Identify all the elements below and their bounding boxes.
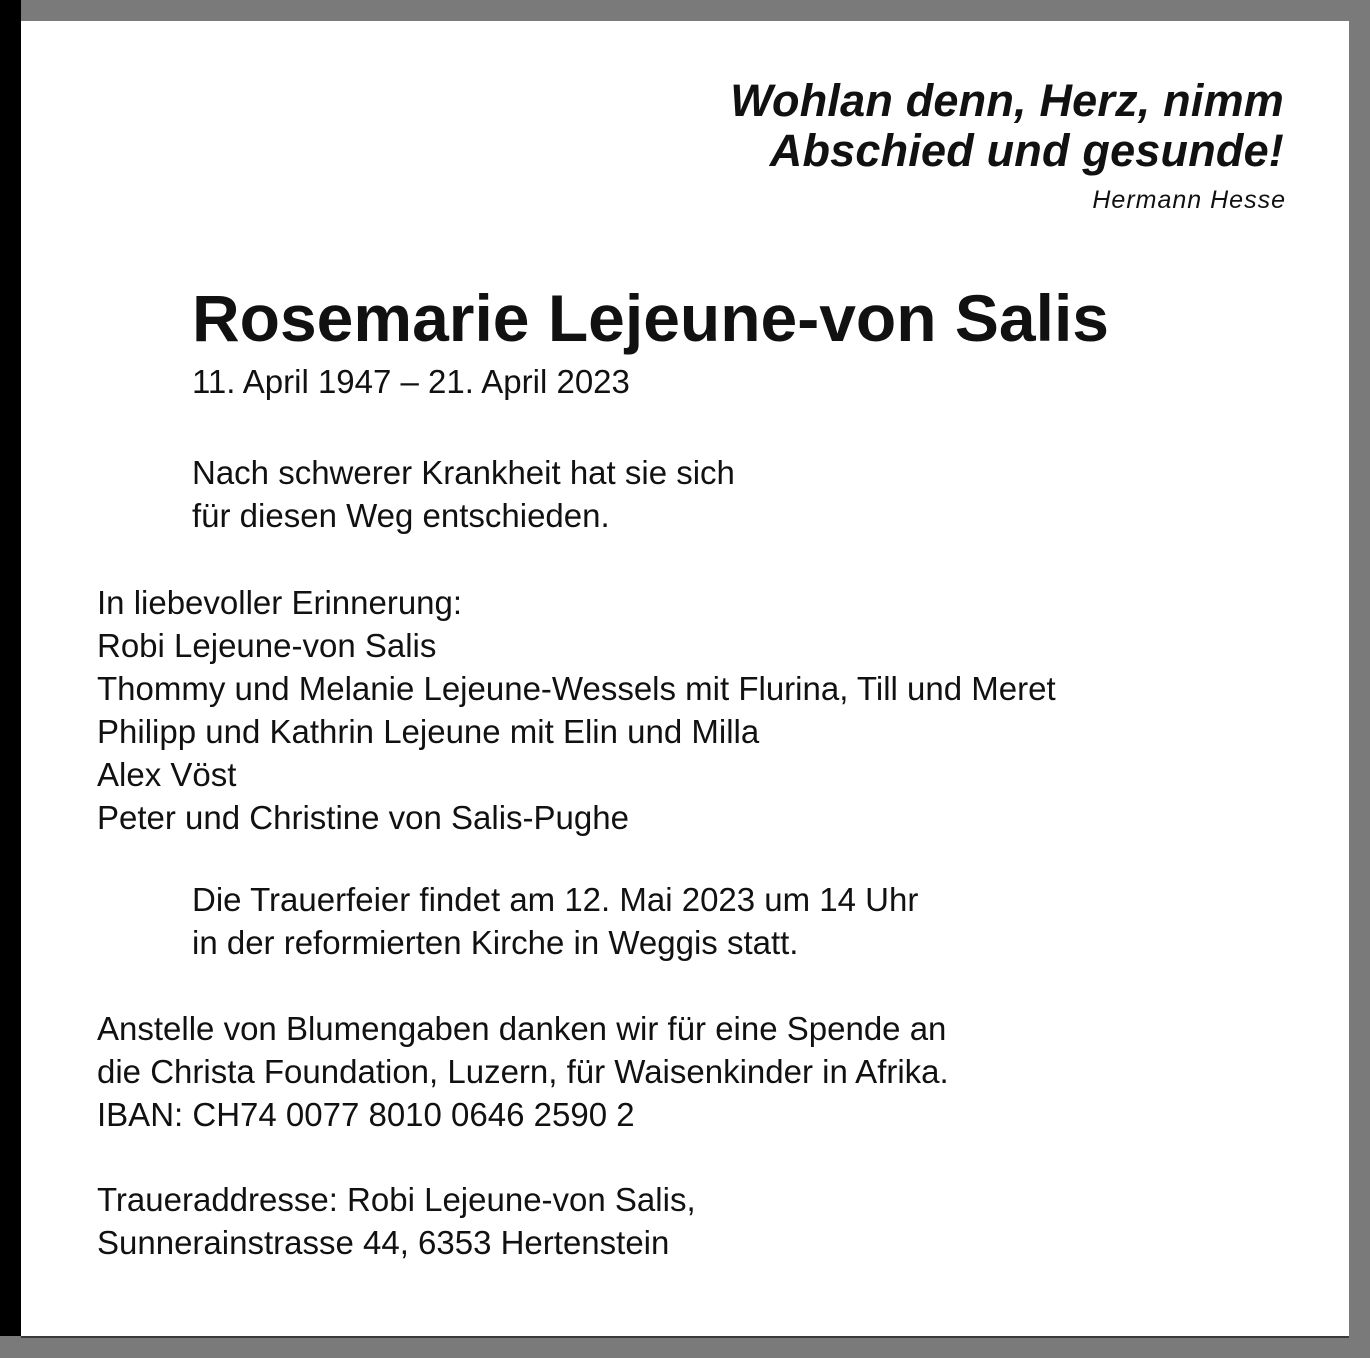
text-line: Traueraddresse: Robi Lejeune-von Salis,: [97, 1181, 696, 1218]
illness-note: [192, 451, 735, 537]
quote-line: Abschied und gesunde!: [769, 125, 1284, 176]
mourners-intro: In liebevoller Erinnerung:: [97, 584, 463, 621]
mourner-name: Alex Vöst: [97, 756, 237, 793]
mourning-address: [97, 1178, 696, 1264]
frame-left: [0, 0, 21, 1358]
mourner-name: Philipp und Kathrin Lejeune mit Elin und Milla: [97, 713, 760, 750]
text-line: Anstelle von Blumengaben danken wir für eine Spende an: [97, 1010, 947, 1047]
quote-author: Hermann Hesse: [1092, 186, 1286, 214]
donation-info: [97, 1007, 949, 1136]
quote-line: Wohlan denn, Herz, nimm: [730, 75, 1284, 126]
iban: IBAN: CH74 0077 8010 0646 2590 2: [97, 1096, 635, 1133]
frame-top: [0, 0, 1370, 21]
funeral-info: [192, 878, 918, 964]
epigraph-quote: [730, 76, 1284, 176]
life-dates: 11. April 1947 – 21. April 2023: [192, 363, 630, 400]
text-line: in der reformierten Kirche in Weggis statt.: [192, 924, 799, 961]
text-line: für diesen Weg entschieden.: [192, 497, 610, 534]
text-line: Die Trauerfeier findet am 12. Mai 2023 um 14 Uhr: [192, 881, 919, 918]
frame-right: [1349, 0, 1370, 1358]
frame-bottom: [0, 1336, 1370, 1358]
text-line: Nach schwerer Krankheit hat sie sich: [192, 454, 735, 491]
mourners-list: [97, 581, 1056, 839]
mourner-name: Peter und Christine von Salis-Pughe: [97, 799, 629, 836]
text-line: Sunnerainstrasse 44, 6353 Hertenstein: [97, 1224, 670, 1261]
mourner-name: Robi Lejeune-von Salis: [97, 627, 437, 664]
mourner-name: Thommy und Melanie Lejeune-Wessels mit Flurina, Till und Meret: [97, 670, 1056, 707]
deceased-name: Rosemarie Lejeune-von Salis: [192, 281, 1110, 355]
text-line: die Christa Foundation, Luzern, für Waisenkinder in Afrika.: [97, 1053, 949, 1090]
frame-bottom-line: [21, 1336, 1349, 1338]
